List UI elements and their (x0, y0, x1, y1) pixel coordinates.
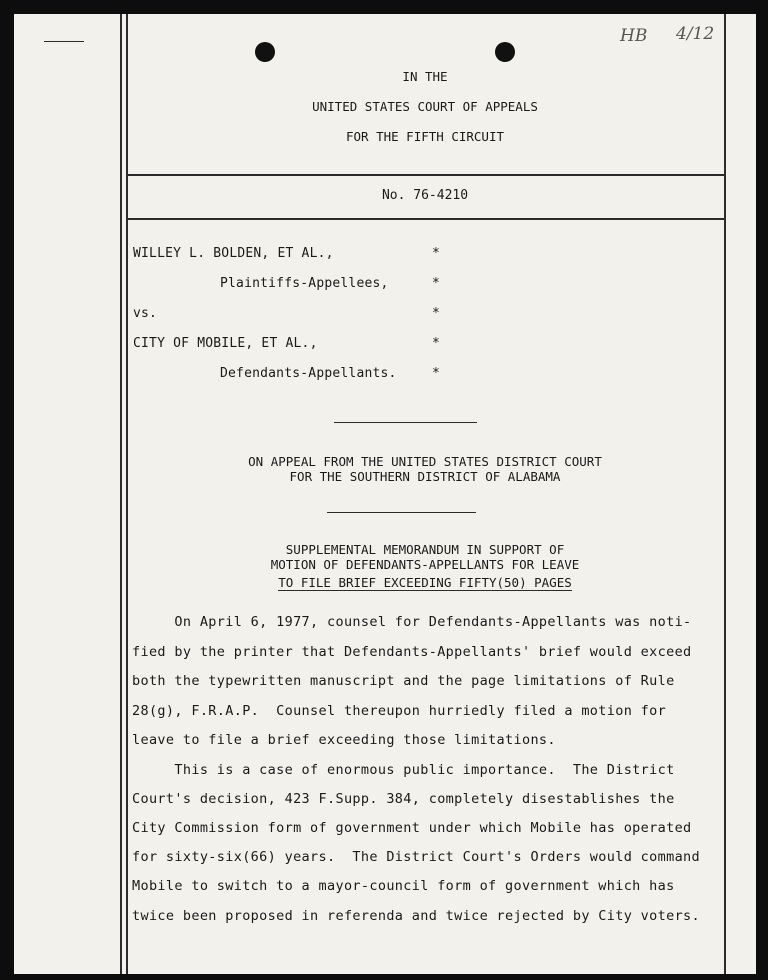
body-line: On April 6, 1977, counsel for Defendants-Appellants was noti- (132, 614, 692, 630)
defendant-role: Defendants-Appellants. (220, 366, 397, 381)
defendant-name: CITY OF MOBILE, ET AL., (133, 336, 318, 351)
handwritten-initials: HB (620, 26, 648, 46)
stray-mark (44, 41, 84, 42)
document-page (14, 14, 756, 974)
caption-court: UNITED STATES COURT OF APPEALS (312, 99, 538, 114)
asterisk: * (432, 276, 441, 291)
title-line-1: SUPPLEMENTAL MEMORANDUM IN SUPPORT OF (285, 542, 565, 557)
title-line-3: TO FILE BRIEF EXCEEDING FIFTY(50) PAGES (278, 575, 572, 590)
separator-rule (334, 422, 477, 423)
plaintiff-name: WILLEY L. BOLDEN, ET AL., (133, 246, 334, 261)
caption-line-1: IN THE (402, 69, 448, 84)
body-line: leave to file a brief exceeding those limitations. (132, 732, 556, 748)
body-line: City Commission form of government under which Mobile has operated (132, 820, 692, 836)
appeal-line-1: ON APPEAL FROM THE UNITED STATES DISTRICT COURT (248, 454, 602, 469)
caption-rule-bottom (126, 218, 724, 220)
body-line: This is a case of enormous public importance. The District (132, 762, 675, 778)
body-line: for sixty-six(66) years. The District Court's Orders would command (132, 849, 701, 865)
right-margin-line (724, 14, 726, 974)
body-line: both the typewritten manuscript and the page limitations of Rule (132, 673, 675, 689)
handwritten-date: 4/12 (676, 24, 715, 44)
body-line: Mobile to switch to a mayor-council form of government which has (132, 878, 675, 894)
asterisk: * (432, 366, 441, 381)
plaintiff-role: Plaintiffs-Appellees, (220, 276, 389, 291)
caption-rule-top (126, 174, 724, 176)
left-margin-line-inner (126, 14, 128, 974)
title-line-3-wrap (126, 572, 724, 591)
body-line: twice been proposed in referenda and twice rejected by City voters. (132, 908, 701, 924)
separator-rule (327, 512, 476, 513)
title-line-2: MOTION OF DEFENDANTS-APPELLANTS FOR LEAVE (270, 557, 580, 572)
left-margin-line-outer (120, 14, 122, 974)
body-line: 28(g), F.R.A.P. Counsel thereupon hurriedly filed a motion for (132, 703, 667, 719)
asterisk: * (432, 306, 441, 321)
body-line: fied by the printer that Defendants-Appellants' brief would exceed (132, 644, 692, 660)
caption-circuit: FOR THE FIFTH CIRCUIT (345, 129, 505, 144)
appeal-line-2: FOR THE SOUTHERN DISTRICT OF ALABAMA (289, 469, 561, 484)
versus: vs. (133, 306, 158, 321)
punch-hole-right (495, 42, 515, 62)
asterisk: * (432, 246, 441, 261)
body-line: Court's decision, 423 F.Supp. 384, completely disestablishes the (132, 791, 675, 807)
asterisk: * (432, 336, 441, 351)
punch-hole-left (255, 42, 275, 62)
case-number: No. 76-4210 (381, 188, 469, 203)
